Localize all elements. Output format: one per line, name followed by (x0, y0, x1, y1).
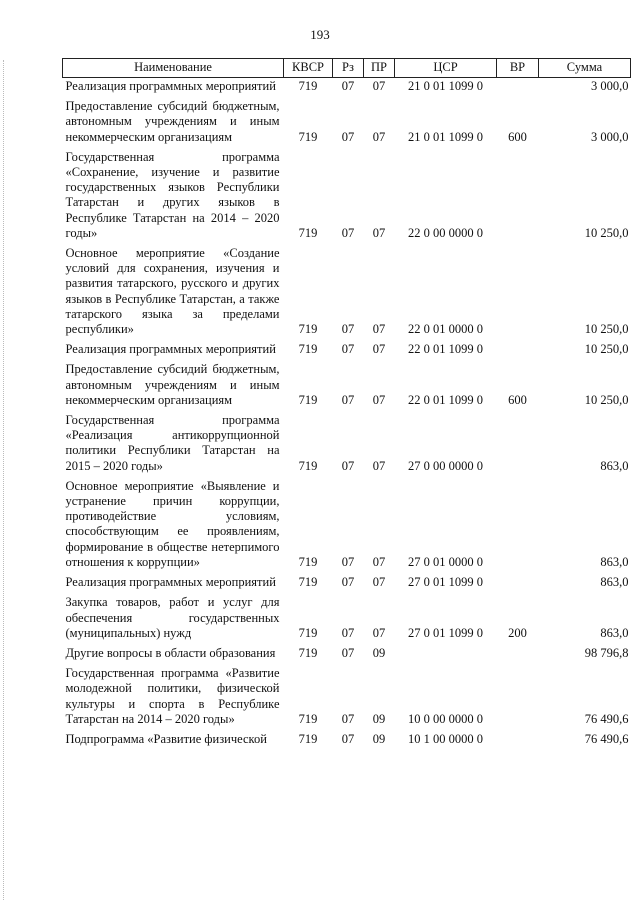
row-pr-cell: 07 (372, 129, 386, 144)
table-header (63, 59, 631, 78)
row-vr-cell (497, 645, 539, 665)
row-kvsr-cell: 719 (298, 458, 318, 473)
table-row (63, 594, 631, 645)
row-name-text: Реализация программных мероприятий (65, 79, 276, 93)
row-name-cell (63, 245, 284, 341)
row-name-text: Закупка товаров, работ и услуг для обеспечения государственных (муниципальных) нужд (65, 595, 280, 640)
row-vr-cell: 200 (508, 625, 527, 640)
header-rz: Рз (333, 59, 364, 78)
row-name-text: Реализация программных мероприятий (65, 575, 276, 590)
row-name-text: Основное мероприятие «Выявление и устранение причин коррупции, противодействие условиям, способствующим ее проявлениям, формирование в обществе нетерпимого отношения к коррупции» (65, 478, 280, 569)
row-kvsr-cell: 719 (298, 554, 318, 569)
row-pr-cell: 09 (372, 711, 386, 726)
row-rz-cell: 07 (341, 731, 355, 746)
row-name-text: Другие вопросы в области образования (65, 645, 276, 660)
row-vr-cell (497, 149, 539, 245)
row-name-text: Предоставление субсидий бюджетным, автономным учреждениям и иным некоммерческим организациям (65, 99, 280, 144)
row-pr-cell: 07 (372, 575, 386, 590)
row-rz-cell: 07 (341, 711, 355, 726)
row-name-cell (63, 98, 284, 149)
row-name-cell (63, 361, 284, 412)
row-name-text: Государственная программа «Реализация антикоррупционной политики Республики Татарстан на 2015 – 2020 годы» (65, 413, 280, 473)
table-row (63, 731, 631, 751)
row-name-cell (63, 645, 284, 665)
row-kvsr-cell: 719 (298, 225, 318, 240)
row-vr-cell (497, 731, 539, 751)
header-pr: ПР (364, 59, 395, 78)
row-csr-cell: 27 0 01 1099 0 (408, 625, 483, 640)
row-sum-cell: 863,0 (600, 554, 629, 569)
row-kvsr-cell: 719 (298, 731, 318, 746)
row-kvsr-cell: 719 (298, 79, 318, 93)
row-csr-cell: 22 0 00 0000 0 (408, 225, 483, 240)
row-sum-cell: 10 250,0 (584, 225, 629, 240)
row-vr-cell (497, 665, 539, 731)
row-pr-cell: 07 (372, 342, 386, 357)
row-kvsr-cell: 719 (298, 645, 318, 660)
table-row (63, 412, 631, 478)
row-sum-cell: 863,0 (600, 458, 629, 473)
row-sum-cell: 863,0 (600, 575, 629, 590)
row-name-text: Подпрограмма «Развитие физической (65, 731, 267, 746)
budget-table (62, 58, 631, 751)
row-name-cell (63, 478, 284, 574)
row-sum-cell: 10 250,0 (584, 392, 629, 407)
row-pr-cell: 07 (372, 554, 386, 569)
table-row (63, 341, 631, 361)
row-name-cell (63, 341, 284, 361)
row-kvsr-cell: 719 (298, 575, 318, 590)
row-rz-cell: 07 (341, 322, 355, 337)
row-csr-cell: 22 0 01 1099 0 (408, 392, 483, 407)
table-row (63, 149, 631, 245)
row-csr-cell: 22 0 01 1099 0 (408, 342, 483, 357)
row-sum-cell: 10 250,0 (584, 322, 629, 337)
row-pr-cell: 07 (372, 225, 386, 240)
row-sum-cell: 3 000,0 (591, 79, 629, 93)
row-kvsr-cell: 719 (298, 129, 318, 144)
row-csr-cell: 21 0 01 1099 0 (408, 129, 483, 144)
row-pr-cell: 07 (372, 625, 386, 640)
row-sum-cell: 76 490,6 (584, 731, 629, 746)
row-rz-cell: 07 (341, 392, 355, 407)
row-name-cell (63, 78, 284, 99)
row-sum-cell: 76 490,6 (584, 711, 629, 726)
table-row (63, 574, 631, 594)
row-pr-cell: 07 (372, 322, 386, 337)
row-rz-cell: 07 (341, 129, 355, 144)
row-csr-cell (395, 645, 497, 665)
row-name-text: Реализация программных мероприятий (65, 342, 276, 357)
row-sum-cell: 3 000,0 (591, 129, 629, 144)
row-csr-cell: 10 1 00 0000 0 (408, 731, 483, 746)
table-row (63, 98, 631, 149)
row-name-cell (63, 665, 284, 731)
row-vr-cell (497, 245, 539, 341)
row-name-cell (63, 594, 284, 645)
row-csr-cell: 22 0 01 0000 0 (408, 322, 483, 337)
row-sum-cell: 863,0 (600, 625, 629, 640)
row-vr-cell (497, 78, 539, 99)
header-kvsr: КВСР (284, 59, 333, 78)
row-vr-cell: 600 (508, 392, 527, 407)
table-row (63, 361, 631, 412)
header-name: Наименование (63, 59, 284, 78)
header-vr: ВР (497, 59, 539, 78)
row-vr-cell (497, 478, 539, 574)
row-name-text: Предоставление субсидий бюджетным, автономным учреждениям и иным некоммерческим организациям (65, 362, 280, 407)
row-rz-cell: 07 (341, 342, 355, 357)
row-kvsr-cell: 719 (298, 392, 318, 407)
row-vr-cell (497, 412, 539, 478)
row-csr-cell: 10 0 00 0000 0 (408, 711, 483, 726)
row-pr-cell: 09 (372, 645, 386, 660)
row-sum-cell: 98 796,8 (584, 645, 629, 660)
table-row (63, 78, 631, 99)
row-kvsr-cell: 719 (298, 342, 318, 357)
row-pr-cell: 07 (372, 392, 386, 407)
row-name-cell (63, 574, 284, 594)
row-kvsr-cell: 719 (298, 625, 318, 640)
row-vr-cell (497, 574, 539, 594)
table-row (63, 665, 631, 731)
row-rz-cell: 07 (341, 575, 355, 590)
row-vr-cell (497, 341, 539, 361)
table-body (63, 78, 631, 752)
scan-margin-line (3, 60, 5, 900)
row-name-cell (63, 731, 284, 751)
row-sum-cell: 10 250,0 (584, 342, 629, 357)
row-name-text: Государственная программа «Развитие молодежной политики, физической культуры и спорта в Республике Татарстан на 2014 – 2020 годы» (65, 666, 280, 726)
row-csr-cell: 21 0 01 1099 0 (408, 79, 483, 93)
row-name-cell (63, 149, 284, 245)
row-csr-cell: 27 0 01 1099 0 (408, 575, 483, 590)
row-name-text: Основное мероприятие «Создание условий для сохранения, изучения и развития татарского, русского и других языков в Республике Татарстан, а также татарского языка за пределами республики» (65, 246, 280, 337)
row-csr-cell: 27 0 01 0000 0 (408, 554, 483, 569)
row-rz-cell: 07 (341, 625, 355, 640)
header-sum: Сумма (539, 59, 631, 78)
row-rz-cell: 07 (341, 554, 355, 569)
table-row (63, 478, 631, 574)
row-kvsr-cell: 719 (298, 322, 318, 337)
header-csr: ЦСР (395, 59, 497, 78)
row-vr-cell: 600 (508, 129, 527, 144)
row-pr-cell: 09 (372, 731, 386, 746)
row-csr-cell: 27 0 00 0000 0 (408, 458, 483, 473)
table-row (63, 245, 631, 341)
row-name-text: Государственная программа «Сохранение, изучение и развитие государственных языков Республики Татарстан и других языков в Республике Татарстан на 2014 – 2020 годы» (65, 149, 280, 240)
row-kvsr-cell: 719 (298, 711, 318, 726)
row-pr-cell: 07 (372, 79, 386, 93)
row-rz-cell: 07 (341, 645, 355, 660)
row-rz-cell: 07 (341, 225, 355, 240)
page-number: 193 (310, 27, 330, 42)
table-row (63, 645, 631, 665)
row-pr-cell: 07 (372, 458, 386, 473)
row-rz-cell: 07 (341, 79, 355, 93)
row-name-cell (63, 412, 284, 478)
row-rz-cell: 07 (341, 458, 355, 473)
